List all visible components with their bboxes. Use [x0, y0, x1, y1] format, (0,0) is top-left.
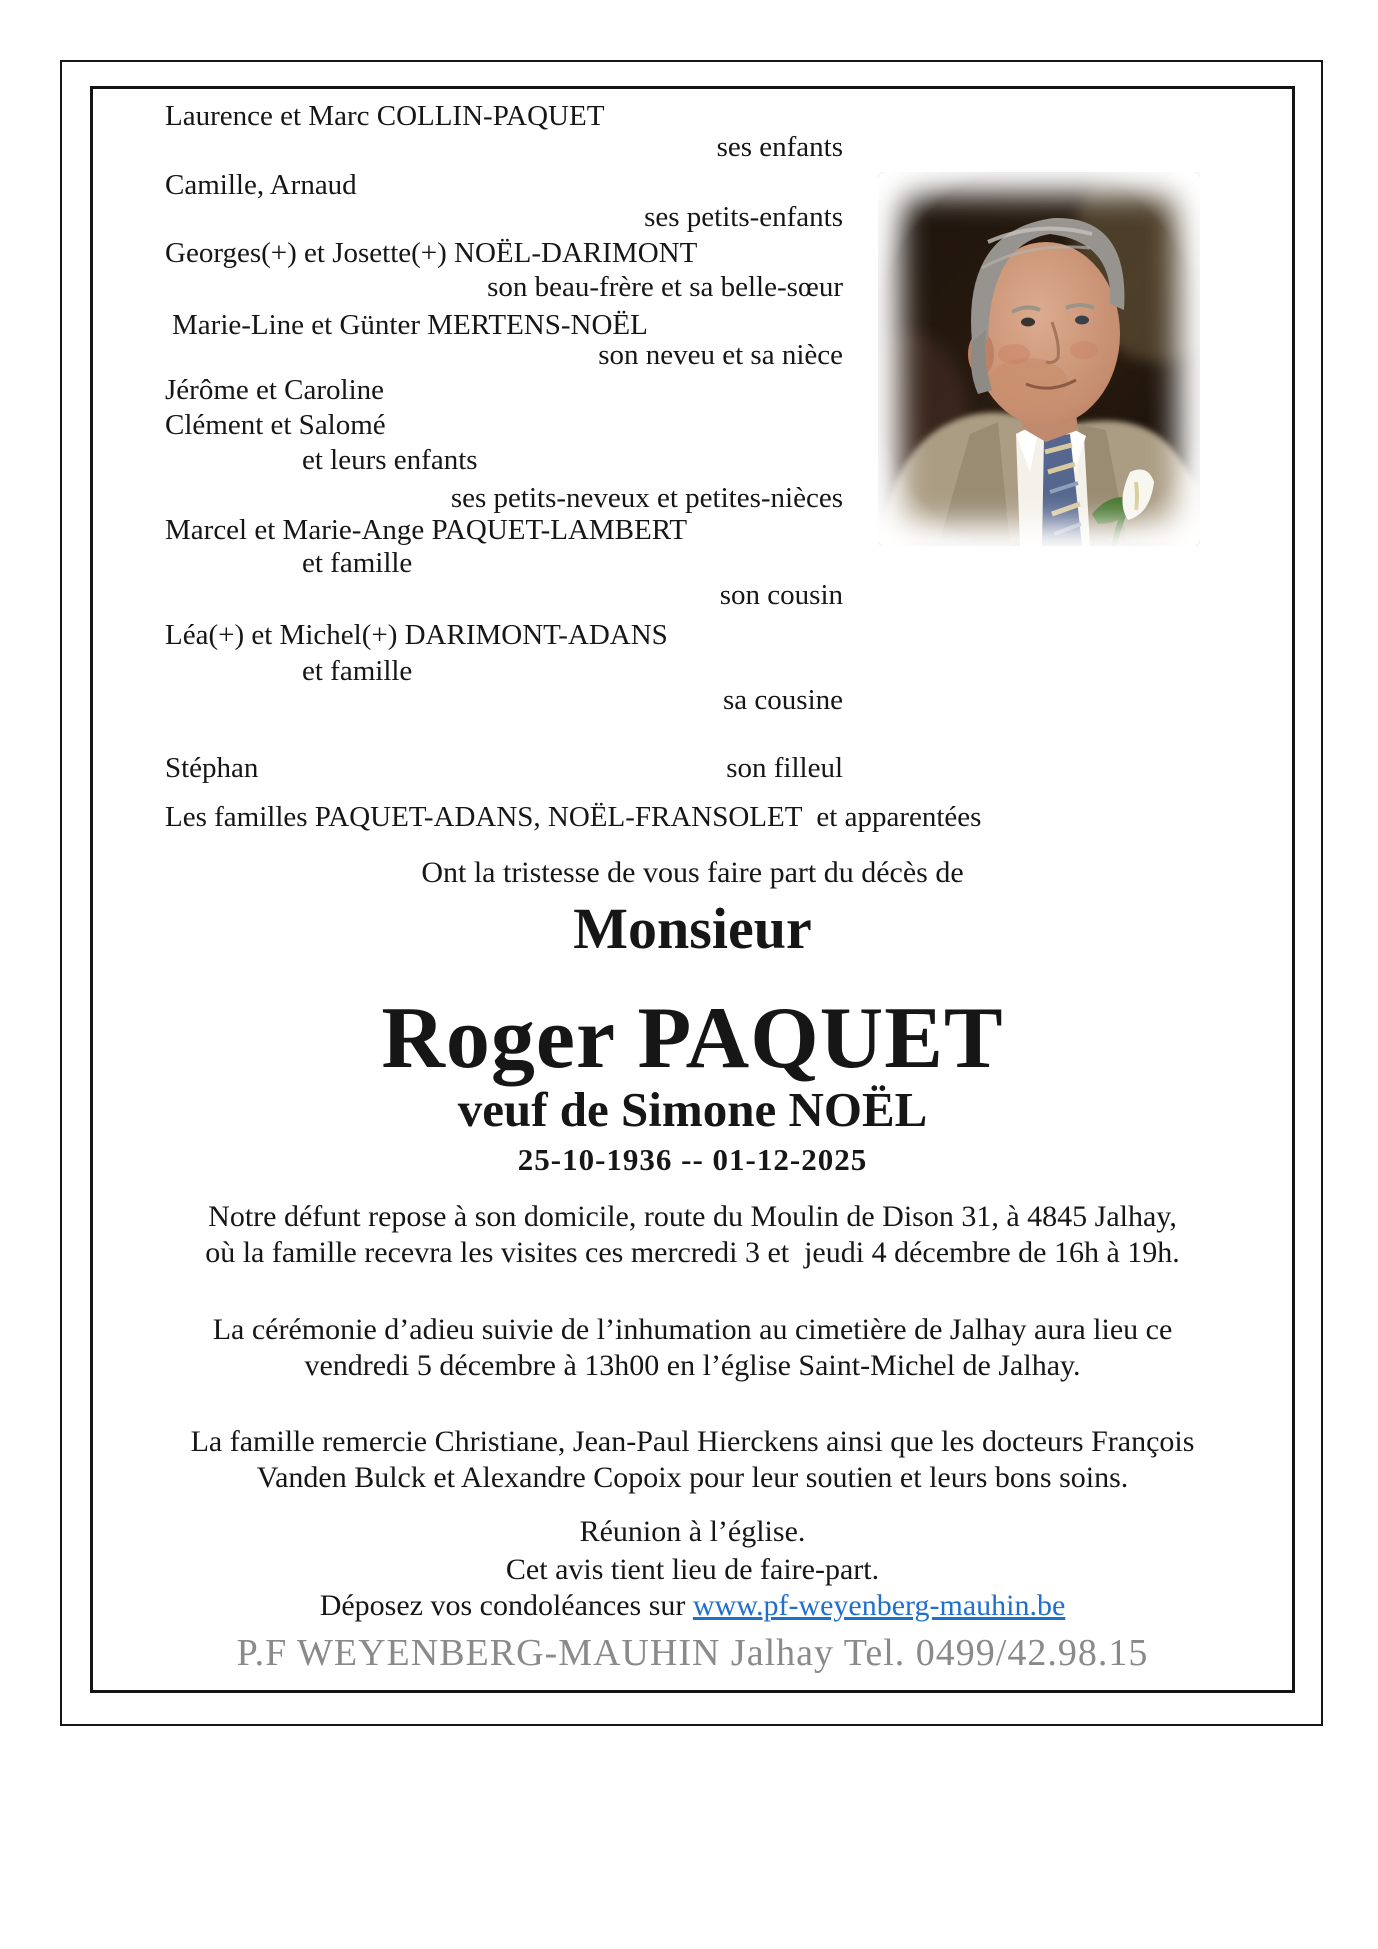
- funeral-home-footer: P.F WEYENBERG-MAUHIN Jalhay Tel. 0499/42.98.15: [236, 1632, 1149, 1674]
- repose-paragraph-line: Notre défunt repose à son domicile, route du Moulin de Dison 31, à 4845 Jalhay,: [208, 1200, 1177, 1233]
- relation-label: sa cousine: [723, 684, 843, 716]
- mourner-names-line: Marie-Line et Günter MERTENS-NOËL: [172, 309, 648, 341]
- widower-subtitle: veuf de Simone NOËL: [457, 1082, 928, 1137]
- birth-death-dates: 25-10-1936 -- 01-12-2025: [517, 1142, 868, 1177]
- relation-label: son filleul: [726, 752, 843, 784]
- portrait-photo-art: [878, 172, 1200, 546]
- church-meeting-note: Réunion à l’église.: [579, 1515, 806, 1548]
- faire-part-note: Cet avis tient lieu de faire-part.: [505, 1553, 880, 1586]
- deceased-name: Roger PAQUET: [381, 990, 1004, 1087]
- ceremony-paragraph-line: La cérémonie d’adieu suivie de l’inhumation au cimetière de Jalhay aura lieu ce: [212, 1313, 1173, 1346]
- repose-paragraph-line: où la famille recevra les visites ces mercredi 3 et jeudi 4 décembre de 16h à 19h.: [205, 1236, 1180, 1269]
- relation-label: son neveu et sa nièce: [598, 339, 843, 371]
- mourner-names-line: Léa(+) et Michel(+) DARIMONT-ADANS: [165, 619, 668, 651]
- mourner-names-line: Georges(+) et Josette(+) NOËL-DARIMONT: [165, 237, 698, 269]
- civility-title: Monsieur: [573, 896, 812, 961]
- mourner-names-line: Camille, Arnaud: [165, 169, 357, 201]
- relation-label: ses petits-enfants: [644, 201, 843, 233]
- relation-label: ses enfants: [716, 131, 843, 163]
- condolences-line: [90, 1589, 1295, 1624]
- relation-label: son cousin: [719, 579, 843, 611]
- condolences-prefix: Déposez vos condoléances sur: [319, 1589, 693, 1622]
- intro-line: Ont la tristesse de vous faire part du décès de: [421, 856, 964, 889]
- families-line: Les familles PAQUET-ADANS, NOËL-FRANSOLET et apparentées: [165, 801, 982, 833]
- relation-label: ses petits-neveux et petites-nièces: [450, 482, 843, 514]
- thanks-paragraph-line: La famille remercie Christiane, Jean-Paul Hierckens ainsi que les docteurs François: [190, 1425, 1195, 1458]
- relation-label: son beau-frère et sa belle-sœur: [487, 271, 843, 303]
- portrait-photo: [878, 172, 1200, 546]
- thanks-paragraph-line: Vanden Bulck et Alexandre Copoix pour leur soutien et leurs bons soins.: [256, 1461, 1129, 1494]
- condolences-link[interactable]: www.pf-weyenberg-mauhin.be: [692, 1589, 1066, 1622]
- mourner-names-line: Stéphan: [165, 752, 259, 784]
- mourner-names-line: Marcel et Marie-Ange PAQUET-LAMBERT: [165, 514, 688, 546]
- mourner-sub-line: et famille: [302, 655, 413, 687]
- mourner-sub-line: et famille: [302, 547, 413, 579]
- mourner-sub-line: et leurs enfants: [302, 444, 478, 476]
- mourner-names-line: Jérôme et Caroline: [165, 374, 385, 406]
- mourner-names-line: Clément et Salomé: [165, 409, 386, 441]
- mourner-names-line: Laurence et Marc COLLIN-PAQUET: [165, 100, 605, 132]
- ceremony-paragraph-line: vendredi 5 décembre à 13h00 en l’église Saint-Michel de Jalhay.: [304, 1349, 1081, 1382]
